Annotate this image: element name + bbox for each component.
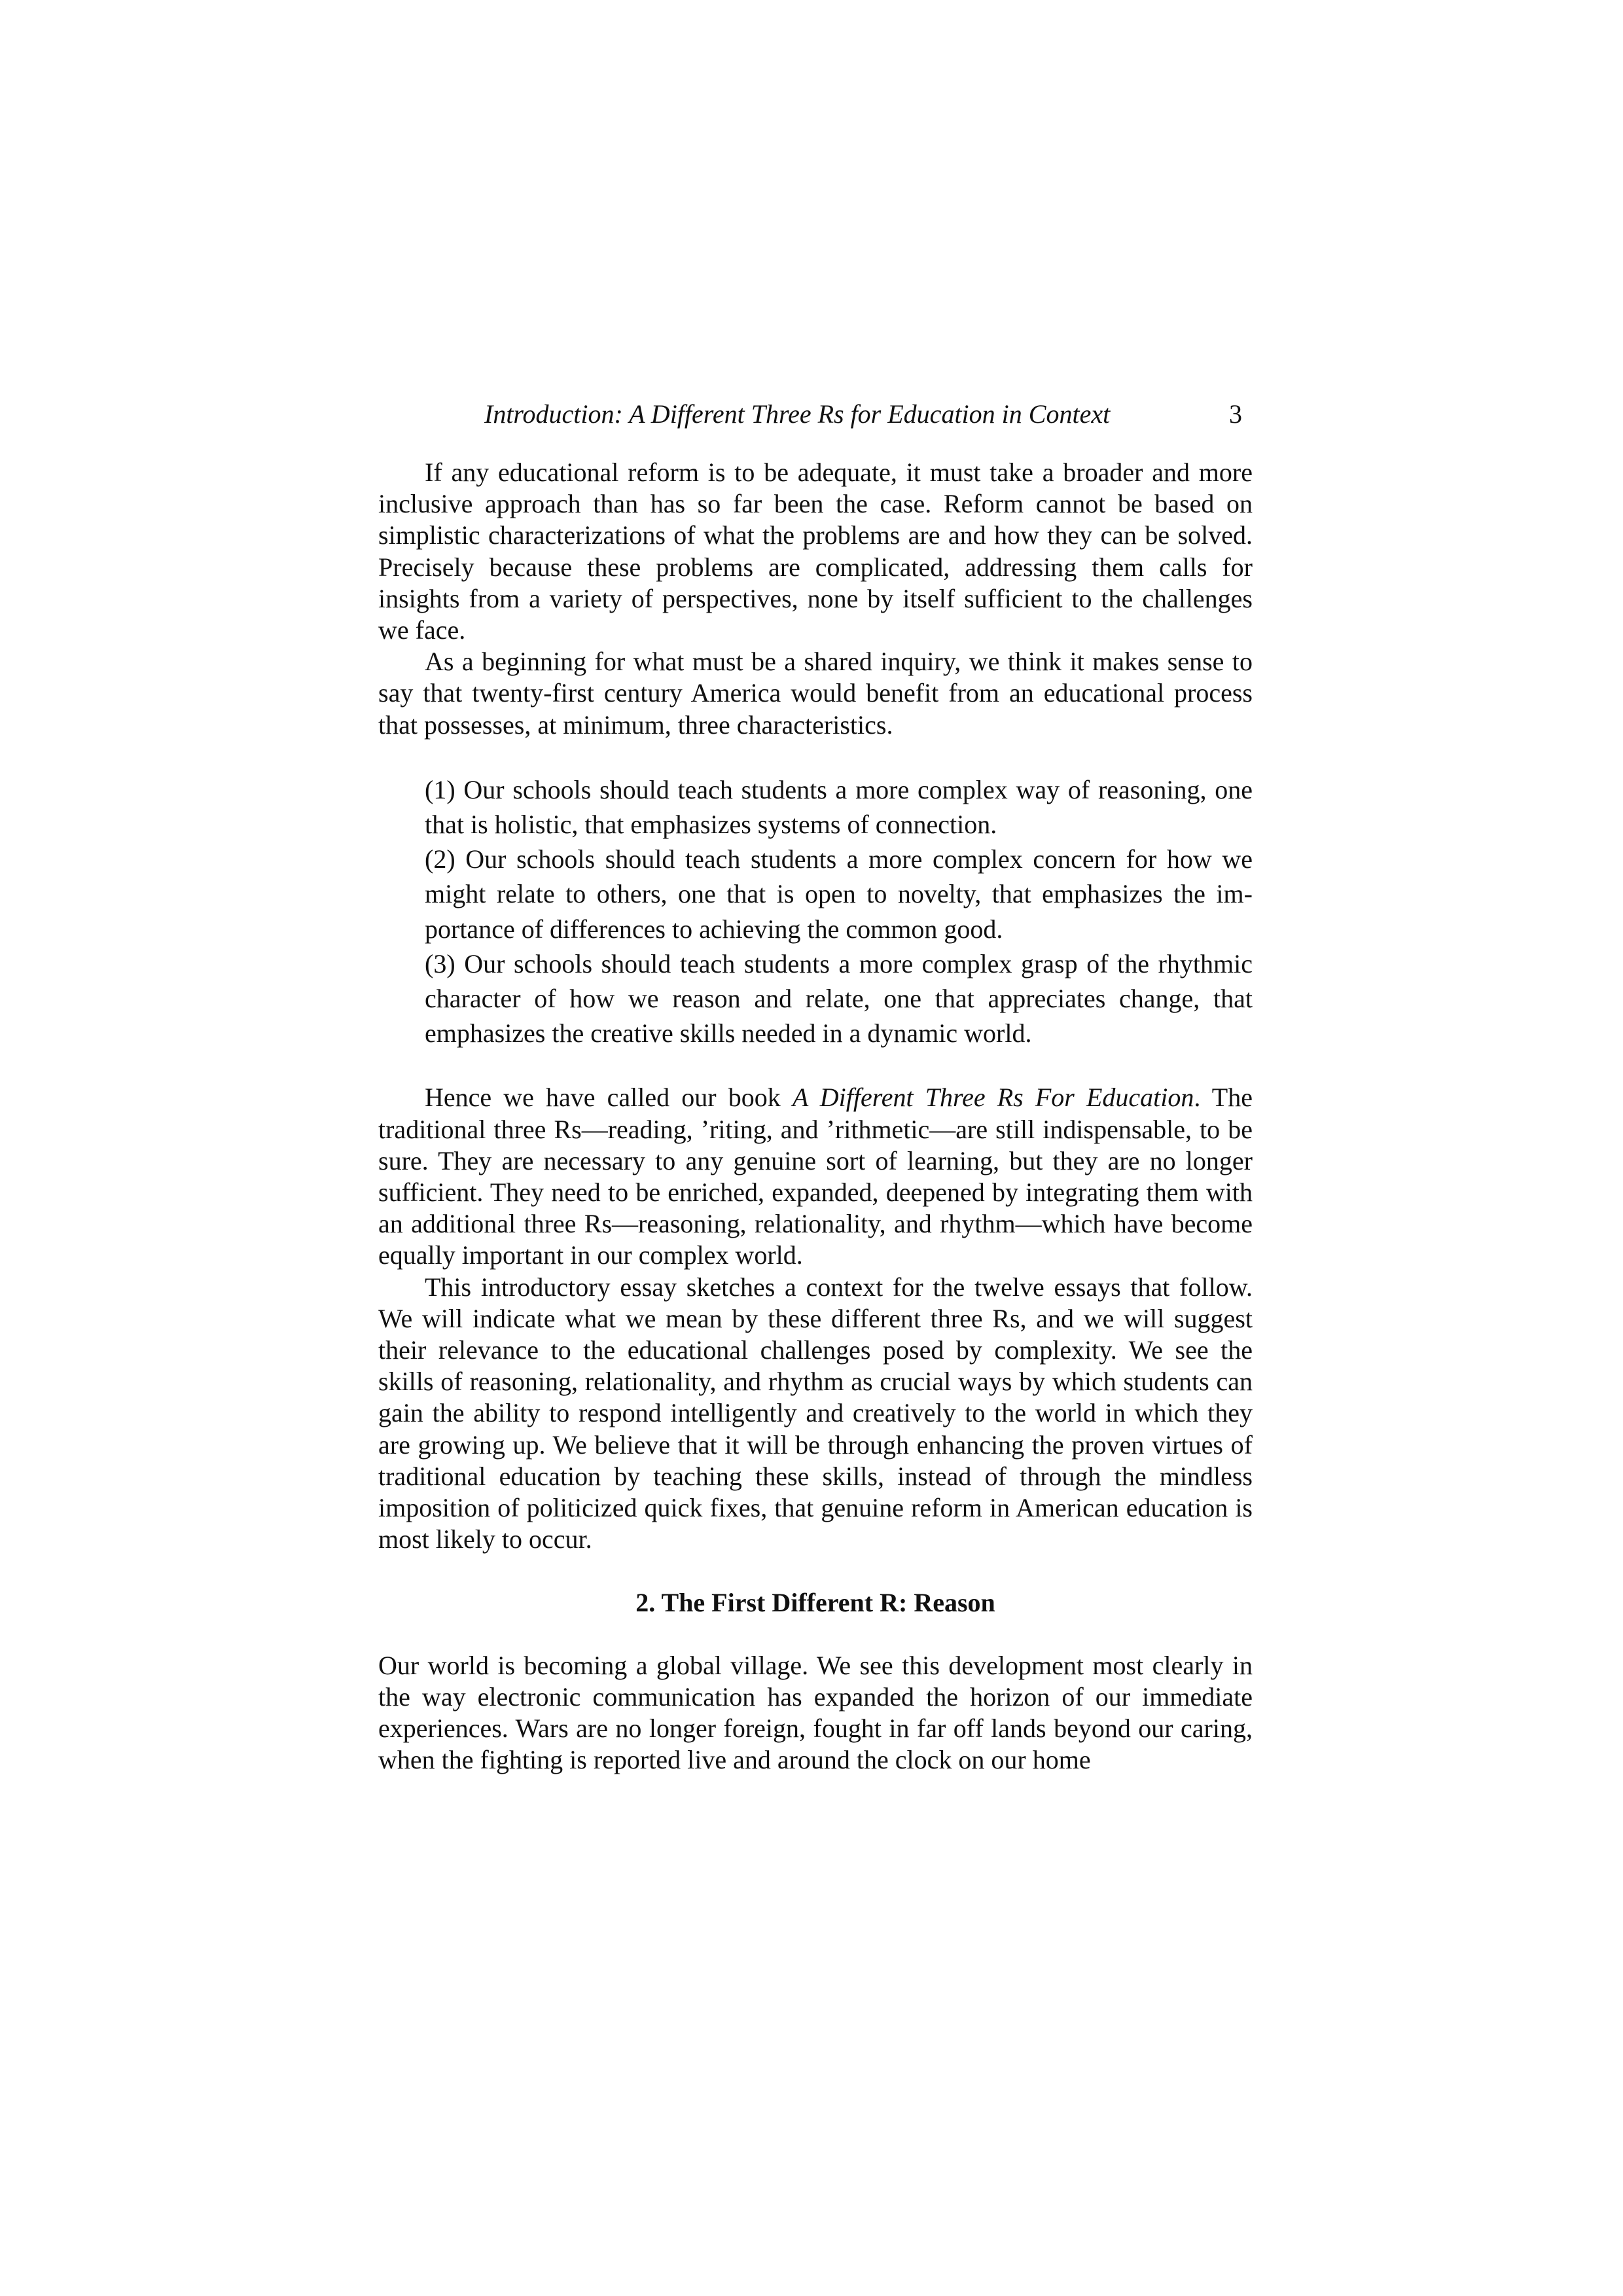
page-number: 3 xyxy=(1229,399,1242,429)
section-heading: 2. The First Different R: Reason xyxy=(635,1587,995,1617)
paragraph: This introductory essay sketches a context for the twelve essays that follow. We will indicate what we mean by these different three Rs, and we will suggest their relevance to the educational challenges posed by complexity. We see the skills of reasoning, relationality, and rhythm as crucial ways by which students can gain the ability to respond intelligently and creatively to the world in which they are growing up. We believe that it will be through enhancing the proven virtues of traditional education by teaching these skills, instead of through the mindless imposition of politicized quick fixes, that genuine reform in American education is most likely to occur. xyxy=(378,1272,1253,1554)
book-page xyxy=(378,391,1253,1776)
paragraph: If any educational reform is to be adequate, it must take a broader and more inclusive approach than has so far been the case. Reform cannot be based on simplistic characterizations of what the problems are and how they can be solved. Precisely because these problems are complicated, addressing them calls for insights from a variety of perspectives, none by itself sufficient to the challenges we face. xyxy=(378,457,1253,645)
paragraph xyxy=(378,1082,1253,1271)
list-item: (1) Our schools should teach students a more complex way of reasoning, one that is holistic, that emphasizes systems of connection. xyxy=(425,774,1253,840)
running-title: Introduction: A Different Three Rs for Education in Context xyxy=(484,399,1111,429)
running-header xyxy=(378,391,1253,437)
book-title: A Different Three Rs For Education xyxy=(792,1083,1194,1113)
body-text xyxy=(378,457,1253,1776)
list-item: (3) Our schools should teach students a more complex grasp of the rhythmic character of how we reason and relate, one that appreciates change, that emphasizes the creative skills needed in a dynamic world. xyxy=(425,948,1253,1049)
paragraph-text: Hence we have called our book xyxy=(425,1083,793,1113)
paragraph: Our world is becoming a global village. We see this development most clearly in the way electronic communication has expanded the horizon of our immediate experiences. Wars are no longer foreign, fought in far off lands beyond our caring, when the fighting is reported live and around the clock on our home xyxy=(378,1650,1253,1775)
paragraph: As a beginning for what must be a shared inquiry, we think it makes sense to say that twenty-first century America would benefit from an educational process that possesses, at minimum, three characteristics. xyxy=(378,647,1253,740)
characteristics-list xyxy=(425,772,1253,1051)
list-item: (2) Our schools should teach students a more complex concern for how we might relate to others, one that is open to novelty, that emphasizes the importance of differences to achieving the common good. xyxy=(425,844,1253,944)
paragraph-text: . The traditional three Rs—reading, ’riting, and ’rithmetic—are still indispensable, to be sure. They are necessary to any genuine sort of learning, but they are no longer sufficient. They need to be enriched, expanded, deepened by integrating them with an additional three Rs—reasoning, relationality, and rhythm—which have become equally important in our complex world. xyxy=(378,1083,1253,1270)
